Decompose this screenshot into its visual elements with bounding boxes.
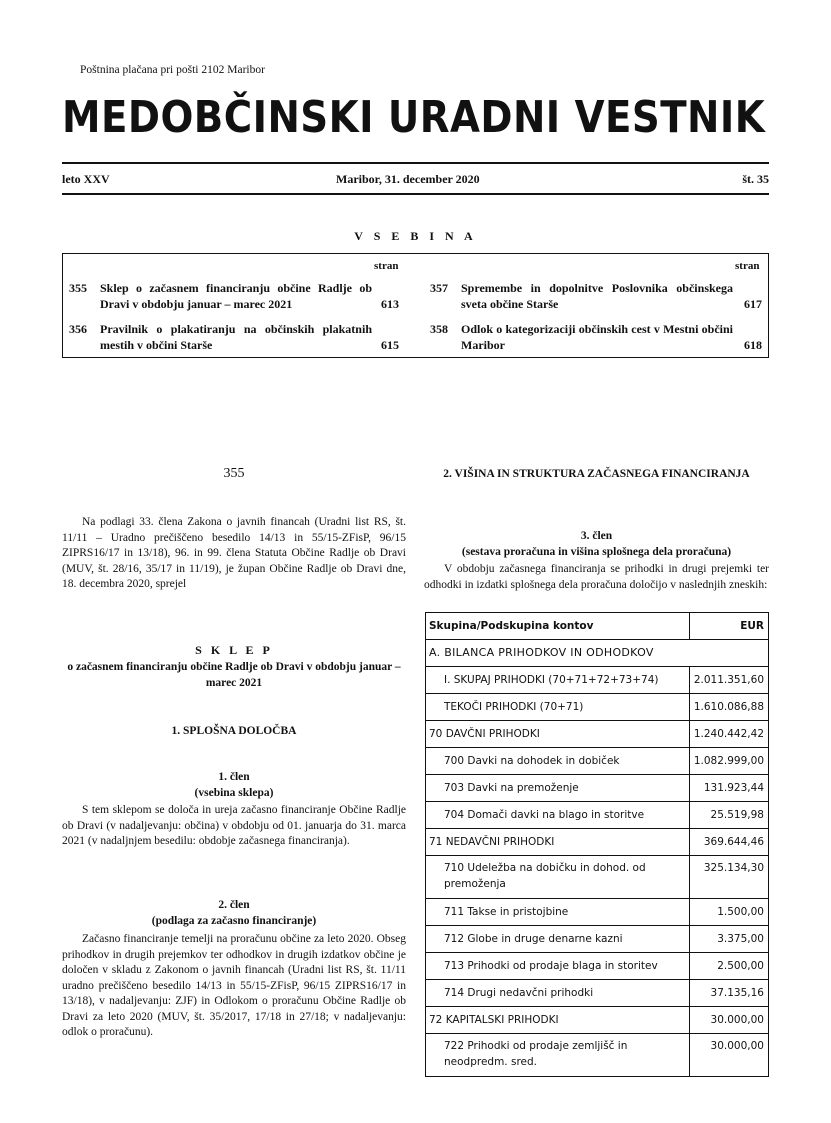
toc-page-label-right: stran (735, 260, 760, 272)
table-header-row (426, 613, 769, 640)
toc-item-355[interactable]: 355 Sklep o začasnem financiranju občine Radlje ob Dravi v obdobju januar – marec 2021 613 (69, 281, 399, 311)
table-header-label: Skupina/Podskupina kontov (426, 613, 690, 640)
toc-page-label-left: stran (374, 260, 399, 272)
article-3-heading: 3. člen (580, 530, 613, 542)
header-rule-bottom (62, 193, 769, 195)
table-row: 700 Davki na dohodek in dobiček 1.082.999,00 (426, 748, 769, 775)
issue-date: Maribor, 31. december 2020 (336, 172, 480, 186)
table-of-contents (62, 253, 769, 358)
header-rule-top (62, 162, 769, 164)
article-1-text: S tem sklepom se določa in ureja začasno financiranje Občine Radlje ob Dravi (v nadaljevanju: občina) v obdobju od 01. januarja do 31. marca 2021 (v nadaljnjem besedilu: obdobje začasnega financiranja). (62, 804, 406, 847)
toc-title: V S E B I N A (354, 229, 477, 243)
article-1-heading: 1. člen (218, 771, 250, 783)
intro-paragraph: Na podlagi 33. člena Zakona o javnih financah (Uradni list RS, št. 11/11 – Uradno prečiščeno besedilo 14/13 in 55/15-ZFisP, 96/15 ZIPRS16/17 in 13/18), 96. in 99. člena Statuta Občine Radlje ob Dravi (MUV, št. 28/16, 35/17 in 11/19), je župan Občine Radlje ob Dravi dne, 18. decembra 2020, sprejel (62, 516, 406, 590)
article-2-text: Začasno financiranje temelji na proračunu občine za leto 2020. Obseg prihodkov in drugih prejemkov ter odhodkov in drugih izdatkov občine je določen v skladu z Zakonom o javnih financah (Uradni list RS, št. 11/11 uradno prečiščeno besedilo 14/13 in 55/15-ZFisP, 96/15 ZIPRS16/17 in 13/18), v nadaljevanju: ZJF) in Odlokom o proračunu Občine Radlje ob Dravi za leto 2020 (MUV, št. 35/2017, 17/18 in 27/18; v nadaljevanju: odlok o proračunu). (62, 933, 406, 1038)
section-1-heading: 1. SPLOŠNA DOLOČBA (171, 725, 297, 737)
article-3-subheading: (sestava proračuna in višina splošnega dela proračuna) (461, 546, 732, 558)
document-number: 355 (223, 466, 245, 481)
table-row: 722 Prihodki od prodaje zemljišč in neodpredm. sred. 30.000,00 (426, 1034, 769, 1077)
article-1-subheading: (vsebina sklepa) (194, 787, 274, 799)
sklep-title: S K L E P (195, 643, 273, 657)
table-row: I. SKUPAJ PRIHODKI (70+71+72+73+74) 2.011.351,60 (426, 667, 769, 694)
table-row: 712 Globe in druge denarne kazni 3.375,00 (426, 926, 769, 953)
table-row: 70 DAVČNI PRIHODKI 1.240.442,42 (426, 721, 769, 748)
table-row: TEKOČI PRIHODKI (70+71) 1.610.086,88 (426, 694, 769, 721)
table-section-label: A. BILANCA PRIHODKOV IN ODHODKOV (426, 640, 769, 667)
table-row: 711 Takse in pristojbine 1.500,00 (426, 899, 769, 926)
table-row: 71 NEDAVČNI PRIHODKI 369.644,46 (426, 829, 769, 856)
budget-table (425, 612, 769, 1077)
toc-item-357[interactable]: 357 Spremembe in dopolnitve Poslovnika občinskega sveta občine Starše 617 (430, 281, 762, 311)
issue-year: leto XXV (62, 172, 110, 186)
table-section-row (426, 640, 769, 667)
table-header-currency: EUR (689, 613, 768, 640)
sklep-subtitle: o začasnem financiranju občine Radlje ob Dravi v obdobju januar – marec 2021 (67, 661, 401, 689)
table-row: 703 Davki na premoženje 131.923,44 (426, 775, 769, 802)
masthead-title: MEDOBČINSKI URADNI VESTNIK (62, 92, 766, 143)
article-3-text: V obdobju začasnega financiranja se prihodki in drugi prejemki ter odhodki in izdatki splošnega dela proračuna določijo v naslednjih zneskih: (424, 563, 769, 591)
table-row: 704 Domači davki na blago in storitve 25.519,98 (426, 802, 769, 829)
issue-number: št. 35 (742, 172, 769, 186)
section-2-heading: 2. VIŠINA IN STRUKTURA ZAČASNEGA FINANCIRANJA (443, 468, 750, 480)
toc-item-356[interactable]: 356 Pravilnik o plakatiranju na občinskih plakatnih mestih v občini Starše 615 (69, 322, 399, 352)
table-row: 714 Drugi nedavčni prihodki 37.135,16 (426, 980, 769, 1007)
toc-item-358[interactable]: 358 Odlok o kategorizaciji občinskih cest v Mestni občini Maribor 618 (430, 322, 762, 352)
article-2-subheading: (podlaga za začasno financiranje) (151, 915, 317, 927)
table-row: 710 Udeležba na dobičku in dohod. od premoženja 325.134,30 (426, 856, 769, 899)
article-2-heading: 2. člen (218, 899, 250, 911)
postage-note: Poštnina plačana pri pošti 2102 Maribor (80, 64, 265, 76)
table-row: 713 Prihodki od prodaje blaga in storitev 2.500,00 (426, 953, 769, 980)
table-row: 72 KAPITALSKI PRIHODKI 30.000,00 (426, 1007, 769, 1034)
